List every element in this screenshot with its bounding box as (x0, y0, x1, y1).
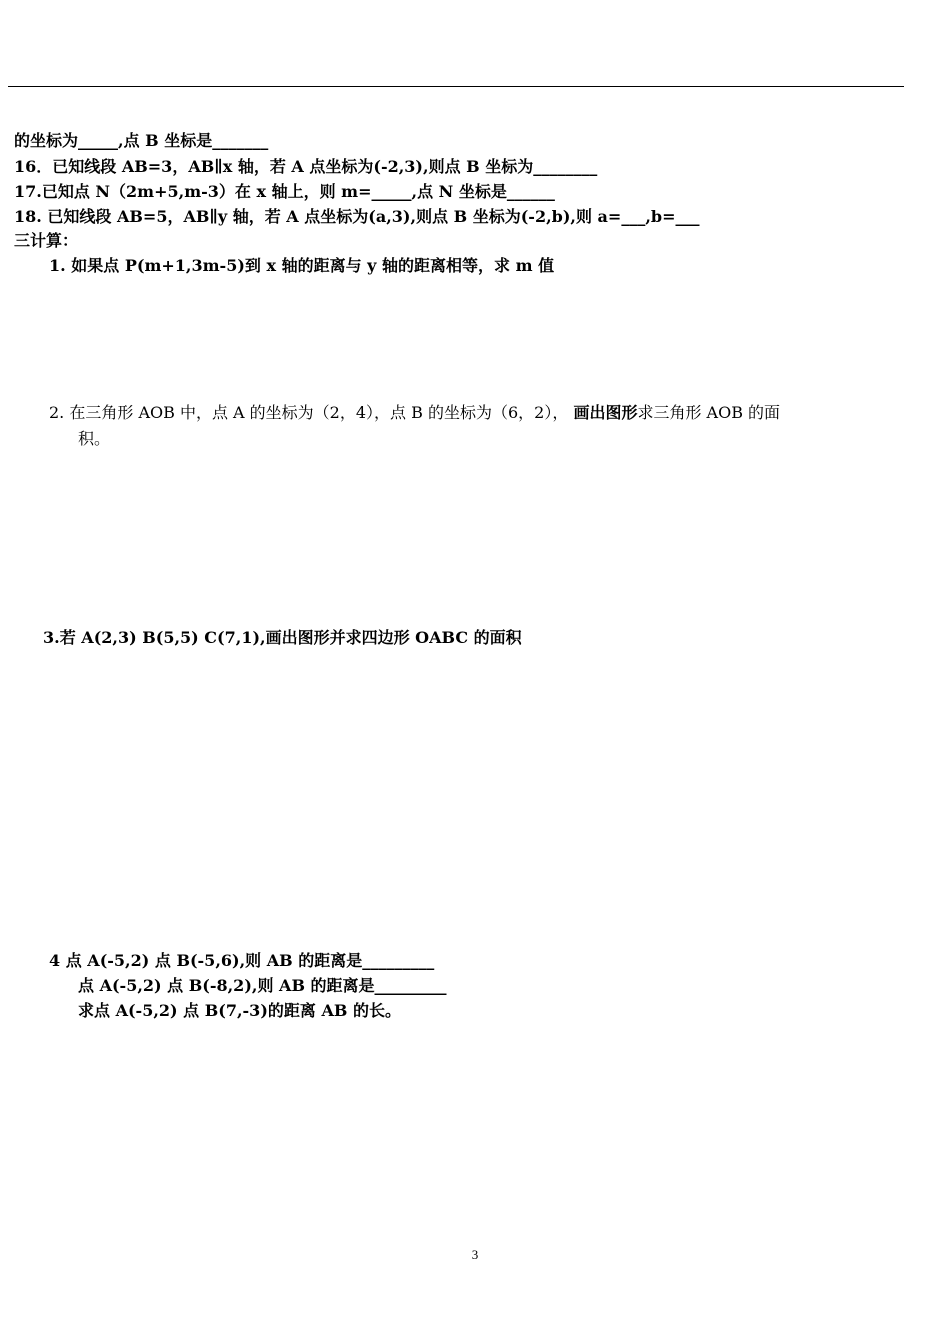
calc-question-4-line3: 求点 A(-5,2) 点 B(7,-3)的距离 AB 的长。 (78, 1001, 401, 1020)
calc-question-4-line1: 4 点 A(-5,2) 点 B(-5,6),则 AB 的距离是_________ (49, 951, 435, 970)
section-heading-calc: 三计算： (14, 231, 79, 250)
question-16: 16．已知线段 AB=3，AB∥x 轴，若 A 点坐标为(-2,3),则点 B 坐标为________ (14, 157, 598, 176)
question-18: 18. 已知线段 AB=5，AB∥y 轴，若 A 点坐标为(a,3),则点 B 坐标为(-2,b),则 a=___,b=___ (14, 207, 700, 226)
calc-question-3: 3.若 A(2,3) B(5,5) C(7,1),画出图形并求四边形 OABC 的面积 (43, 628, 522, 647)
calc-question-4-line2: 点 A(-5,2) 点 B(-8,2),则 AB 的距离是_________ (78, 976, 447, 995)
calc-question-2-cont: 积。 (78, 429, 111, 448)
calc-question-2-part1: 2. 在三角形 AOB 中，点 A 的坐标为（2，4），点 B 的坐标为（6，2）， (49, 403, 569, 422)
fill-blank-line-15-cont: 的坐标为_____,点 B 坐标是_______ (14, 131, 269, 150)
calc-question-2-emphasis: 画出图形 (573, 403, 638, 422)
page-number: 3 (471, 1247, 479, 1262)
calc-question-2 (49, 403, 780, 423)
calc-question-2-part2: 求三角形 AOB 的面 (637, 403, 781, 422)
question-17: 17.已知点 N（2m+5,m-3）在 x 轴上，则 m=_____,点 N 坐标是______ (14, 182, 555, 201)
header-rule (8, 86, 904, 87)
calc-question-1: 1. 如果点 P(m+1,3m-5)到 x 轴的距离与 y 轴的距离相等，求 m 值 (49, 256, 555, 275)
